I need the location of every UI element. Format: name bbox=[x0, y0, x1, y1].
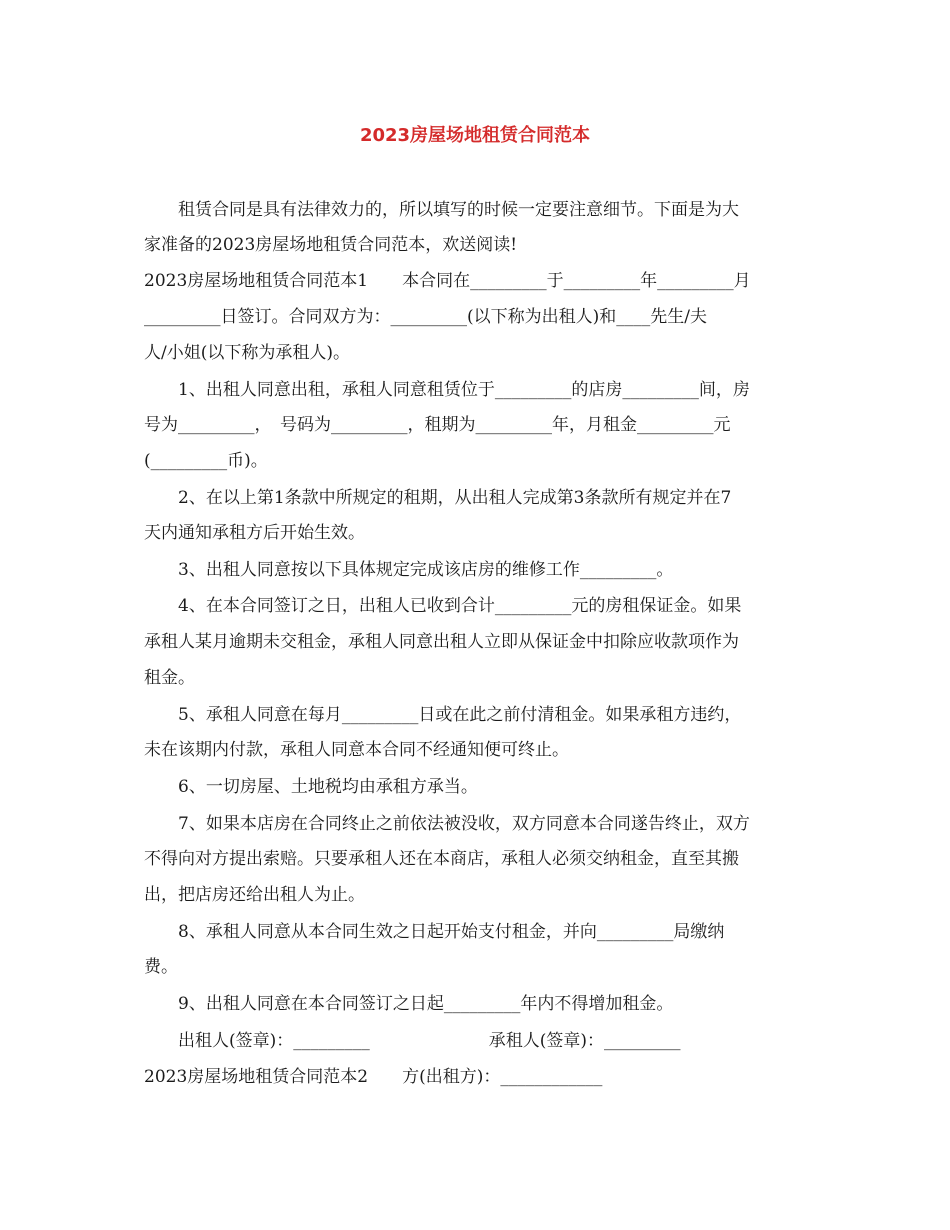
paragraph-line: 2023房屋场地租赁合同范本1 本合同在_________于_________年_________月 bbox=[144, 271, 751, 291]
clause-line: 号为_________， 号码为_________，租期为_________年，月租金_________元 bbox=[144, 415, 731, 435]
clause-line: 租金。 bbox=[144, 668, 195, 688]
clause-line: 出，把店房还给出租人为止。 bbox=[144, 885, 365, 905]
clause-line: 不得向对方提出索赔。只要承租人还在本商店，承租人必须交纳租金，直至其搬 bbox=[144, 849, 739, 869]
clause-line: 3、出租人同意按以下具体规定完成该店房的维修工作_________。 bbox=[178, 560, 674, 580]
paragraph-line: 2023房屋场地租赁合同范本2 方(出租方)：____________ bbox=[144, 1067, 603, 1087]
document-title: 2023房屋场地租赁合同范本 bbox=[359, 125, 591, 146]
clause-line: 8、承租人同意从本合同生效之日起开始支付租金，并向_________局缴纳 bbox=[178, 922, 725, 942]
clause-line: 7、如果本店房在合同终止之前依法被没收，双方同意本合同遂告终止，双方 bbox=[178, 814, 750, 834]
clause-line: 5、承租人同意在每月_________日或在此之前付清租金。如果承租方违约， bbox=[178, 705, 742, 725]
paragraph-line: 租赁合同是具有法律效力的，所以填写的时候一定要注意细节。下面是为大 bbox=[178, 200, 739, 220]
clause-line: 4、在本合同签订之日，出租人已收到合计_________元的房租保证金。如果 bbox=[178, 596, 742, 616]
paragraph-line: 家准备的2023房屋场地租赁合同范本，欢送阅读! bbox=[144, 235, 518, 255]
clause-line: 天内通知承租方后开始生效。 bbox=[144, 523, 365, 543]
clause-line: 费。 bbox=[144, 957, 178, 977]
paragraph-line: _________日签订。合同双方为：_________(以下称为出租人)和____先生/夫 bbox=[144, 307, 707, 327]
clause-line: 2、在以上第1条款中所规定的租期，从出租人完成第3条款所有规定并在7 bbox=[178, 488, 732, 508]
signature-line: 出租人(签章)：_________ 承租人(签章)：_________ bbox=[178, 1031, 681, 1051]
clause-line: 1、出租人同意出租，承租人同意租赁位于_________的店房_________间，房 bbox=[178, 380, 750, 400]
clause-line: 未在该期内付款，承租人同意本合同不经通知便可终止。 bbox=[144, 740, 569, 760]
clause-line: 承租人某月逾期未交租金，承租人同意出租人立即从保证金中扣除应收款项作为 bbox=[144, 632, 739, 652]
clause-line: 9、出租人同意在本合同签订之日起_________年内不得增加租金。 bbox=[178, 994, 674, 1014]
clause-line: 6、一切房屋、土地税均由承租方承当。 bbox=[178, 777, 478, 797]
clause-line: (_________币)。 bbox=[144, 451, 268, 471]
paragraph-line: 人/小姐(以下称为承租人)。 bbox=[144, 343, 350, 363]
